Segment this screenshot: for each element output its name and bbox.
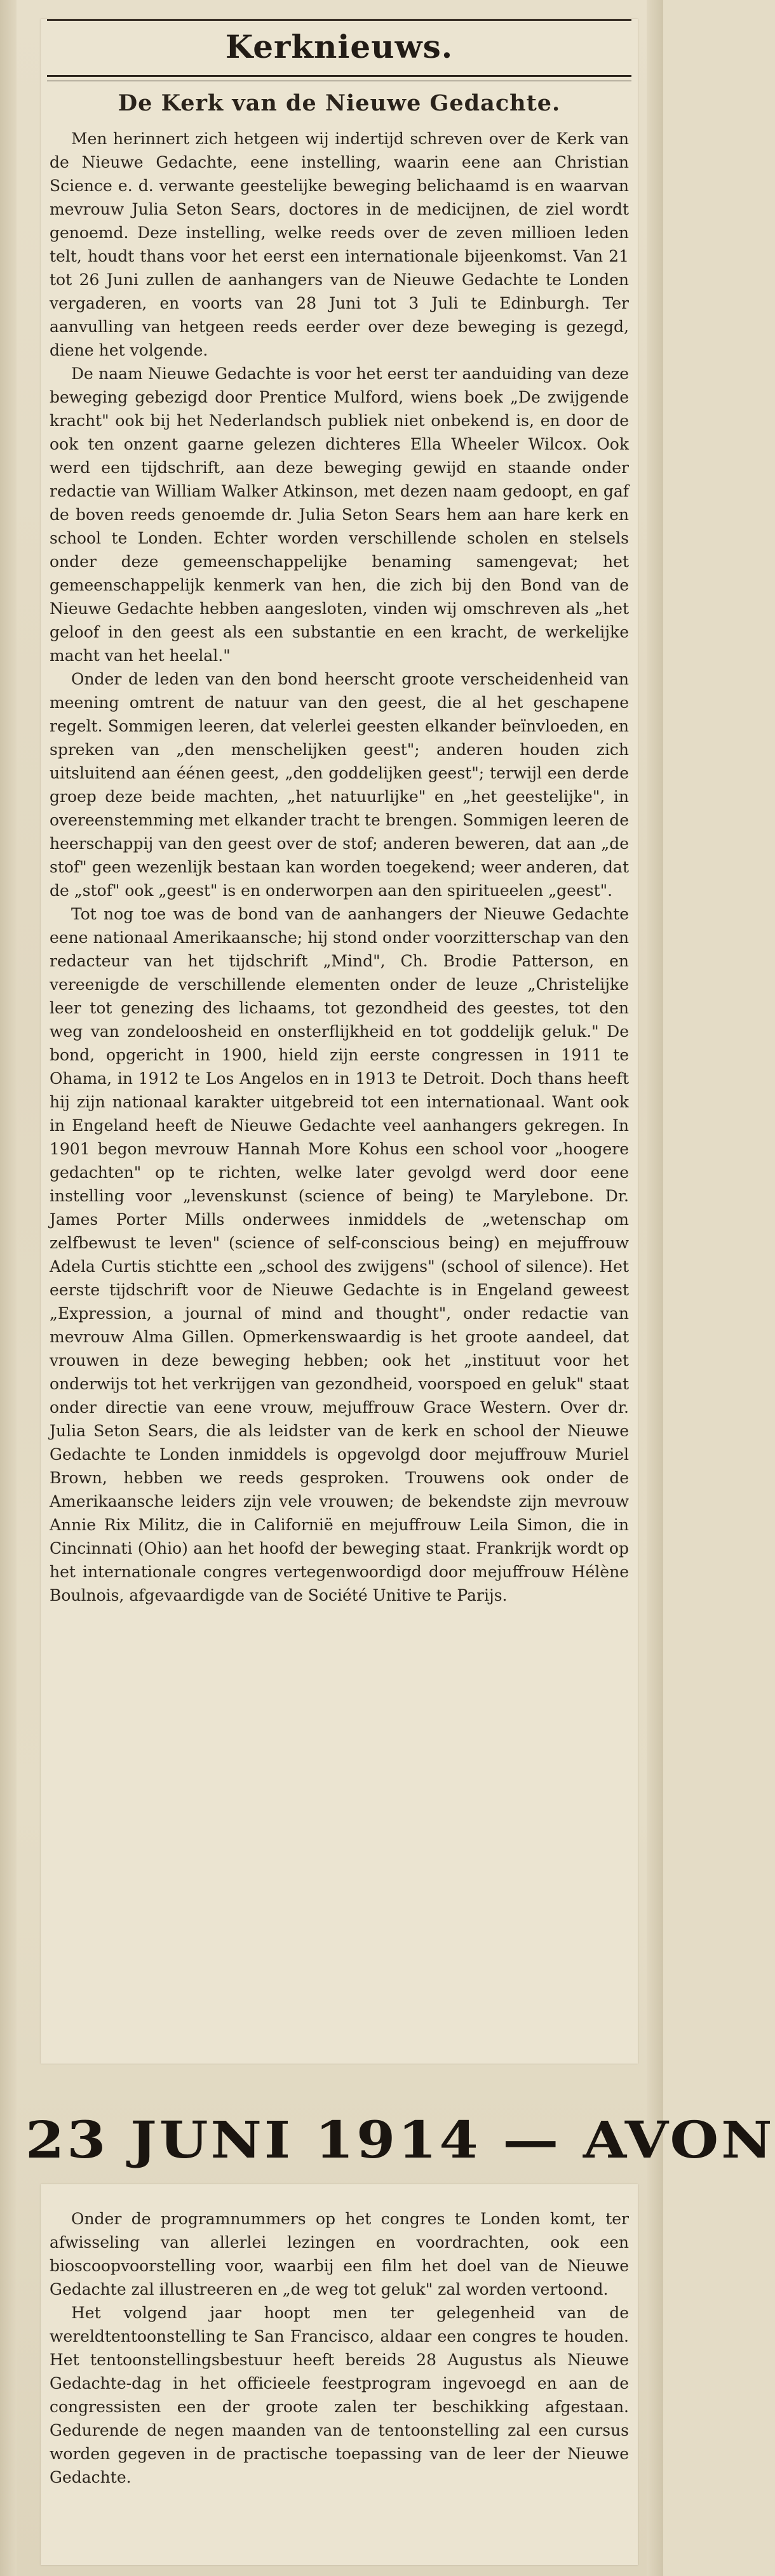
- article-paragraph: Onder de leden van den bond heerscht groote verscheidenheid van meening omtrent de natuur van den geest, die al het geschapene regelt. Sommigen leeren, dat velerlei geesten elkander beïnvloeden, en spreken van „den menschelijken geest"; anderen houden zich uitsluitend aan éénen geest, „den goddelijken geest"; terwijl een derde groep deze beide machten, „het natuurlijke" en „het geestelijke", in overeenstemming met elkander tracht te brengen. Sommigen leeren de heerschappij van den geest over de stof; anderen beweren, dat aan „de stof" geen wezenlijk bestaan kan worden toegekend; weer anderen, dat de „stof" ook „geest" is en onderworpen aan den spiritueelen „geest".: [50, 670, 629, 900]
- article-body: [50, 127, 629, 1607]
- continuation-body: [50, 2207, 629, 2489]
- newspaper-clipping-continuation: [41, 2184, 638, 2565]
- date-banner-text: 23 JUNI 1914 — AVON: [25, 2110, 775, 2170]
- date-banner: [25, 2110, 775, 2175]
- article-title: De Kerk van de Nieuwe Gedachte.: [118, 90, 561, 116]
- continuation-paragraph: Het volgend jaar hoopt men ter gelegenheid van de wereldtentoonstelling te San Francisco, aldaar een congres te houden. Het tentoonstellingsbestuur heeft bereids 28 Augustus als Nieuwe Gedachte-dag in het officieele feestprogram ingevoegd en aan de congressisten een der groote zalen ter beschikking afgestaan. Gedurende de negen maanden van de tentoonstelling zal een cursus worden gegeven in de practische toepassing van de leer der Nieuwe Gedachte.: [50, 2304, 629, 2486]
- newspaper-clipping-main: [41, 19, 638, 2064]
- section-title: Kerknieuws.: [225, 28, 454, 65]
- article-paragraph: Men herinnert zich hetgeen wij indertijd schreven over de Kerk van de Nieuwe Gedachte, eene instelling, waarin eene aan Christian Science e. d. verwante geestelijke beweging belichaamd is en waarvan mevrouw Julia Seton Sears, doctores in de medicijnen, de ziel wordt genoemd. Deze instelling, welke reeds over de zeven millioen leden telt, houdt thans voor het eerst een internationale bijeenkomst. Van 21 tot 26 Juni zullen de aanhangers van de Nieuwe Gedachte te Londen vergaderen, en voorts van 28 Juni tot 3 Juli te Edinburgh. Ter aanvulling van hetgeen reeds eerder over deze beweging is gezegd, diene het volgende.: [50, 130, 629, 359]
- article-paragraph: De naam Nieuwe Gedachte is voor het eerst ter aanduiding van deze beweging gebezigd door Prentice Mulford, wiens boek „De zwijgende kracht" ook bij het Nederlandsch publiek niet onbekend is, en door de ook ten onzent gaarne gelezen dichteres Ella Wheeler Wilcox. Ook werd een tijdschrift, aan deze beweging gewijd en staande onder redactie van William Walker Atkinson, met dezen naam gedoopt, en gaf de boven reeds genoemde dr. Julia Seton Sears hem aan hare kerk en school te Londen. Echter worden verschillende scholen en stelsels onder deze gemeenschappelijke benaming samengevat; het gemeenschappelijk kenmerk van hen, die zich bij den Bond van de Nieuwe Gedachte hebben aangesloten, vinden wij omschreven als „het geloof in den geest als een substantie en een kracht, de werkelijke macht van het heelal.": [50, 364, 629, 665]
- header-double-rule: [47, 75, 631, 81]
- header-top-rule: [47, 19, 631, 21]
- continuation-paragraph: Onder de programnummers op het congres te Londen komt, ter afwisseling van allerlei lezingen en voordrachten, ook een bioscoopvoorstelling voor, waarbij een film het doel van de Nieuwe Gedachte zal illustreeren en „de weg tot geluk" zal worden vertoond.: [50, 2210, 629, 2299]
- scan-edge-left: [0, 0, 17, 2576]
- article-paragraph: Tot nog toe was de bond van de aanhangers der Nieuwe Gedachte eene nationaal Amerikaansche; hij stond onder voorzitterschap van den redacteur van het tijdschrift „Mind", Ch. Brodie Patterson, en vereenigde de verschillende elementen onder de leuze „Christelijke leer tot genezing des lichaams, tot gezondheid des geestes, tot den weg van zondeloosheid en onsterflijkheid en tot goddelijk geluk." De bond, opgericht in 1900, hield zijn eerste congressen in 1911 te Ohama, in 1912 te Los Angelos en in 1913 te Detroit. Doch thans heeft hij zijn nationaal karakter uitgebreid tot een internationaal. Want ook in Engeland heeft de Nieuwe Gedachte veel aanhangers gekregen. In 1901 begon mevrouw Hannah More Kohus een school voor „hoogere gedachten" op te richten, welke later gevolgd werd door eene instelling voor „levenskunst (science of being) te Marylebone. Dr. James Porter Mills onderwees inmiddels de „wetenschap om zelfbewust te leven" (science of self-conscious being) en mejuffrouw Adela Curtis stichtte een „school des zwijgens" (school of silence). Het eerste tijdschrift voor de Nieuwe Gedachte is in Engeland geweest „Expression, a journal of mind and thought", onder redactie van mevrouw Alma Gillen. Opmerkenswaardig is het groote aandeel, dat vrouwen in deze beweging hebben; ook het „instituut voor het onderwijs tot het verkrijgen van gezondheid, voorspoed en geluk" staat onder directie van eene vrouw, mejuffrouw Grace Western. Over dr. Julia Seton Sears, die als leidster van de kerk en school der Nieuwe Gedachte te Londen inmiddels is opgevolgd door mejuffrouw Muriel Brown, hebben we reeds gesproken. Trouwens ook onder de Amerikaansche leiders zijn vele vrouwen; de bekendste zijn mevrouw Annie Rix Militz, die in Californië en mejuffrouw Leila Simon, die in Cincinnati (Ohio) aan het hoofd der beweging staat. Frankrijk wordt op het internationale congres vertegenwoordigd door mejuffrouw Hélène Boulnois, afgevaardigde van de Société Unitive te Parijs.: [50, 905, 629, 1605]
- scan-edge-right: [647, 0, 663, 2576]
